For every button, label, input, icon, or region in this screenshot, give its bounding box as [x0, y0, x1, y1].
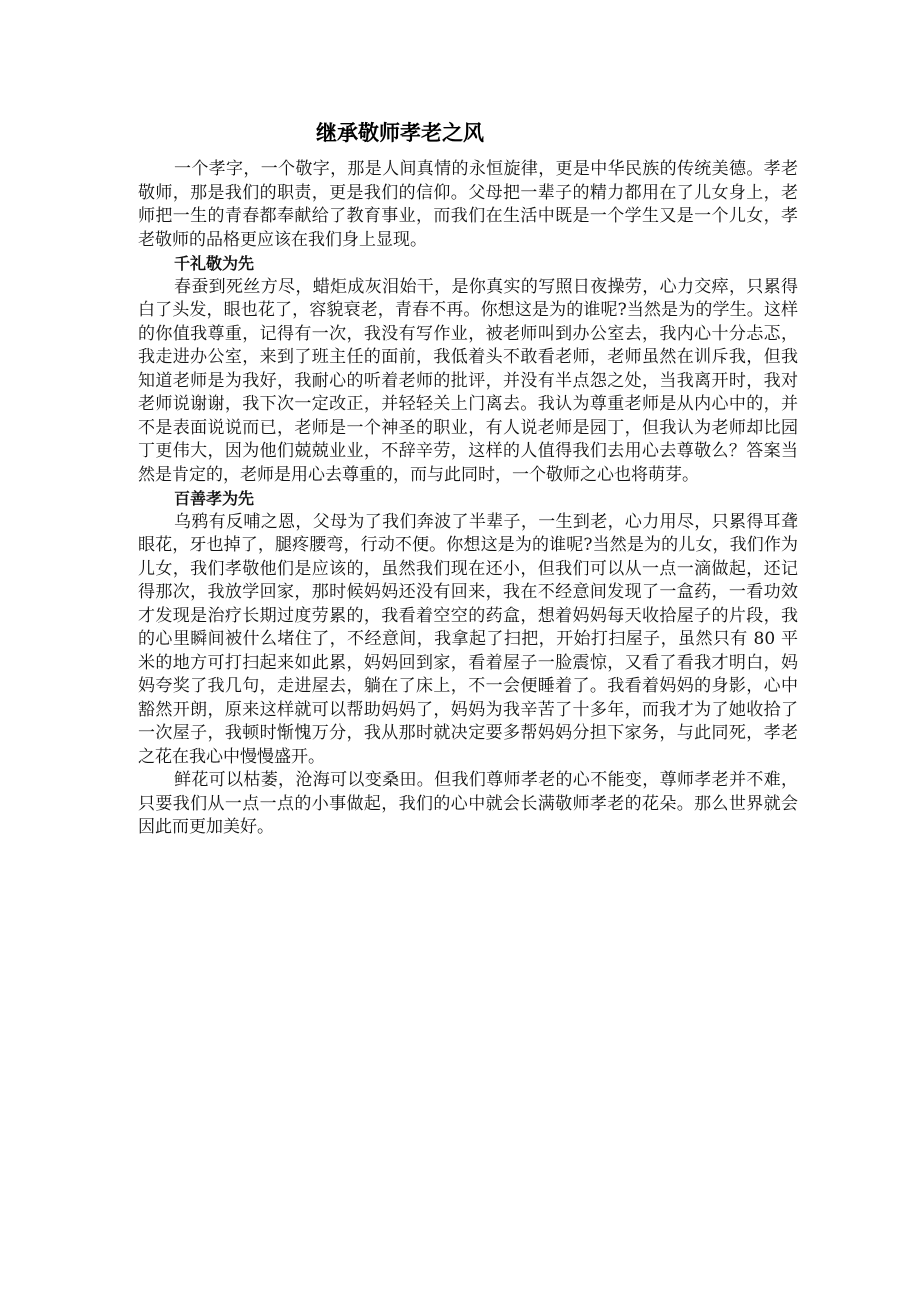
- section-body-filial-piety: 乌鸦有反哺之恩，父母为了我们奔波了半辈子，一生到老，心力用尽，只累得耳聋眼花，牙也掉了，腿疼腰弯，行动不便。你想这是为的谁呢?当然是为的儿女，我们作为儿女，我们孝敬他们是应该的，虽然我们现在还小，但我们可以从一点一滴做起，还记得那次，我放学回家，那时候妈妈还没有回来，我在不经意间发现了一盒药，一看功效才发现是治疗长期过度劳累的，我看着空空的药盒，想着妈妈每天收拾屋子的片段，我的心里瞬间被什么堵住了，不经意间，我拿起了扫把，开始打扫屋子，虽然只有 80 平米的地方可打扫起来如此累，妈妈回到家，看着屋子一脸震惊，又看了看我才明白，妈妈夸奖了我几句，走进屋去，躺在了床上，不一会便睡着了。我看着妈妈的身影，心中豁然开朗，原来这样就可以帮助妈妈了，妈妈为我辛苦了十多年，而我才为了她收拾了一次屋子，我顿时惭愧万分，我从那时就决定要多帮妈妈分担下家务，与此同死，孝老之花在我心中慢慢盛开。: [138, 511, 798, 767]
- intro-paragraph: 一个孝字，一个敬字，那是人间真情的永恒旋律，更是中华民族的传统美德。孝老敬师，那是我们的职责，更是我们的信仰。父母把一辈子的精力都用在了儿女身上，老师把一生的青春都奉献给了教育事业，而我们在生活中既是一个学生又是一个儿女，孝老敬师的品格更应该在我们身上显现。: [138, 159, 798, 250]
- section-heading-filial-piety: 百善孝为先: [174, 489, 255, 508]
- conclusion-paragraph: 鲜花可以枯萎，沧海可以变桑田。但我们尊师孝老的心不能变，尊师孝老并不难，只要我们从一点一点的小事做起，我们的心中就会长满敬师孝老的花朵。那么世界就会因此而更加美好。: [138, 770, 798, 837]
- document-content: [138, 118, 798, 840]
- section-heading-respect-teachers: 千礼敬为先: [174, 254, 255, 273]
- section-body-respect-teachers: 春蚕到死丝方尽，蜡炬成灰泪始干，是你真实的写照日夜操劳，心力交瘁，只累得白了头发，眼也花了，容貌衰老，青春不再。你想这是为的谁呢?当然是为的学生。这样的你值我尊重，记得有一次，我没有写作业，被老师叫到办公室去，我内心十分忐忑，我走进办公室，来到了班主任的面前，我低着头不敢看老师，老师虽然在训斥我，但我知道老师是为我好，我耐心的听着老师的批评，并没有半点怨之处，当我离开时，我对老师说谢谢，我下次一定改正，并轻轻关上门离去。我认为尊重老师是从内心中的，并不是表面说说而已，老师是一个神圣的职业，有人说老师是园丁，但我认为老师却比园丁更伟大，因为他们兢兢业业，不辞辛劳，这样的人值得我们去用心去尊敬么？答案当然是肯定的，老师是用心去尊重的，而与此同时，一个敬师之心也将萌芽。: [138, 276, 798, 485]
- page-title: 继承敬师孝老之风: [316, 121, 484, 145]
